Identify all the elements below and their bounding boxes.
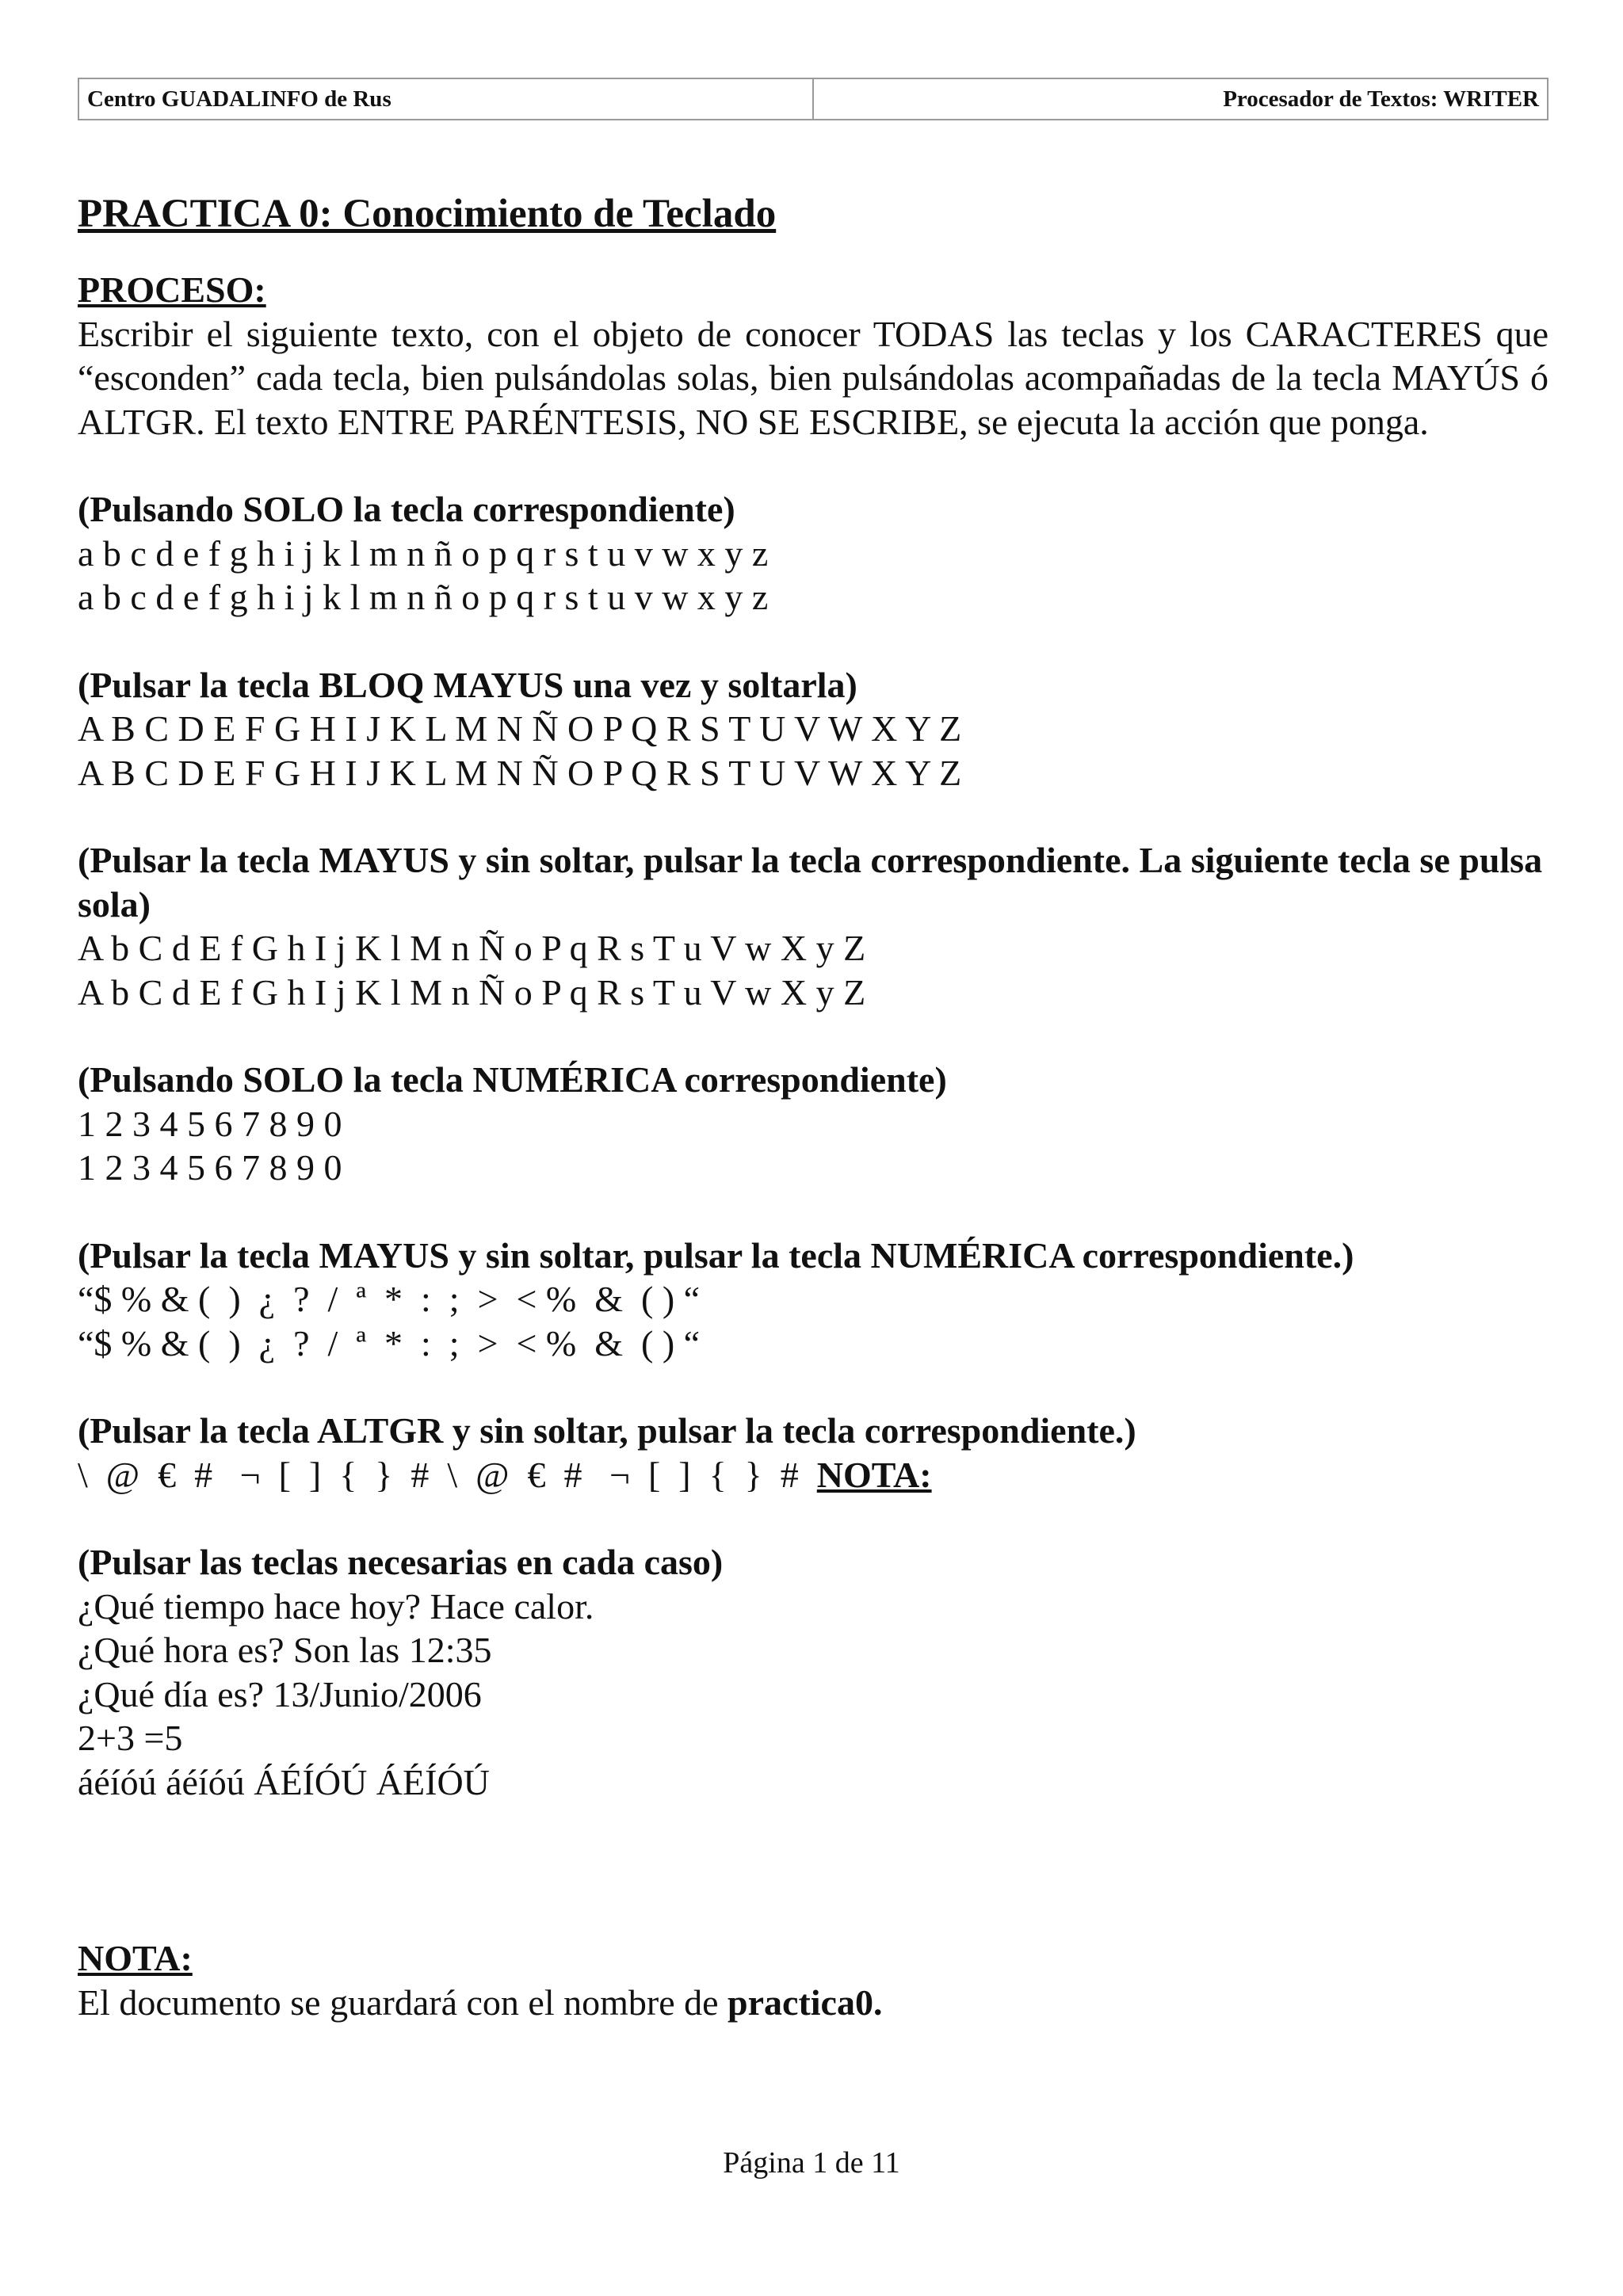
nota-text — [78, 1981, 1549, 2025]
section-heading-altgr: (Pulsar la tecla ALTGR y sin soltar, pulsar la tecla correspondiente.) — [78, 1410, 1136, 1451]
proceso-heading: PROCESO: — [78, 269, 266, 310]
practice-line: a b c d e f g h i j k l m n ñ o p q r s t u v w x y z — [78, 577, 769, 617]
nota-text-before: El documento se guardará con el nombre de — [78, 1981, 728, 2023]
practice-line: A B C D E F G H I J K L M N Ñ O P Q R S T U V W X Y Z — [78, 708, 962, 749]
page-title: PRACTICA 0: Conocimiento de Teclado — [78, 192, 777, 236]
section-heading-mayus-numerica: (Pulsar la tecla MAYUS y sin soltar, pulsar la tecla NUMÉRICA correspondiente.) — [78, 1234, 1354, 1276]
altgr-symbols: \ @ € # ¬ [ ] { } # \ @ € # ¬ [ ] { } # — [78, 1454, 817, 1495]
nota-heading: NOTA: — [78, 1938, 193, 1978]
header-right-cell: Procesador de Textos: WRITER — [1223, 86, 1539, 112]
page-number: Página 1 de 11 — [723, 2146, 900, 2180]
section-heading-bloq-mayus: (Pulsar la tecla BLOQ MAYUS una vez y soltarla) — [78, 664, 857, 705]
document-body — [78, 187, 1549, 2024]
practice-line: ¿Qué hora es? Son las 12:35 — [78, 1630, 492, 1670]
practice-line: 1 2 3 4 5 6 7 8 9 0 — [78, 1147, 342, 1188]
practice-line: ¿Qué día es? 13/Junio/2006 — [78, 1673, 482, 1714]
nota-inline-label: NOTA: — [816, 1454, 932, 1495]
nota-filename: practica0. — [727, 1981, 883, 2023]
practice-line: “$ % & ( ) ¿ ? / ª * : ; > < % & ( ) “ — [78, 1322, 701, 1363]
section-heading-mayus-alternado: (Pulsar la tecla MAYUS y sin soltar, pulsar la tecla correspondiente. La siguiente tecla se pulsa sola) — [78, 840, 1543, 925]
practice-line: 2+3 =5 — [78, 1718, 183, 1758]
section-heading-teclas-necesarias: (Pulsar las teclas necesarias en cada caso) — [78, 1542, 724, 1582]
practice-line: A b C d E f G h I j K l M n Ñ o P q R s T u V w X y Z — [78, 928, 866, 968]
practice-line: áéíóú áéíóú ÁÉÍÓÚ ÁÉÍÓÚ — [78, 1761, 490, 1802]
proceso-paragraph: Escribir el siguiente texto, con el objeto de conocer TODAS las teclas y los CARACTERES que “esconden” cada tecla, bien pulsándolas solas, bien pulsándolas acompañadas de la tecla MAYÚS ó ALTGR. El texto ENTRE PARÉNTESIS, NO SE ESCRIBE, se ejecuta la acción que ponga. — [78, 313, 1549, 442]
section-heading-numerica: (Pulsando SOLO la tecla NUMÉRICA correspondiente) — [78, 1059, 947, 1100]
practice-line: A b C d E f G h I j K l M n Ñ o P q R s T u V w X y Z — [78, 971, 866, 1013]
practice-line: ¿Qué tiempo hace hoy? Hace calor. — [78, 1585, 594, 1627]
practice-line: a b c d e f g h i j k l m n ñ o p q r s t u v w x y z — [78, 532, 769, 574]
practice-line: 1 2 3 4 5 6 7 8 9 0 — [78, 1103, 342, 1144]
document-header — [78, 78, 1549, 120]
header-left-cell: Centro GUADALINFO de Rus — [79, 79, 814, 119]
section-heading-minusculas: (Pulsando SOLO la tecla correspondiente) — [78, 489, 735, 529]
practice-line: A B C D E F G H I J K L M N Ñ O P Q R S T U V W X Y Z — [78, 752, 962, 793]
practice-line: “$ % & ( ) ¿ ? / ª * : ; > < % & ( ) “ — [78, 1279, 701, 1319]
altgr-line — [78, 1453, 1549, 1497]
